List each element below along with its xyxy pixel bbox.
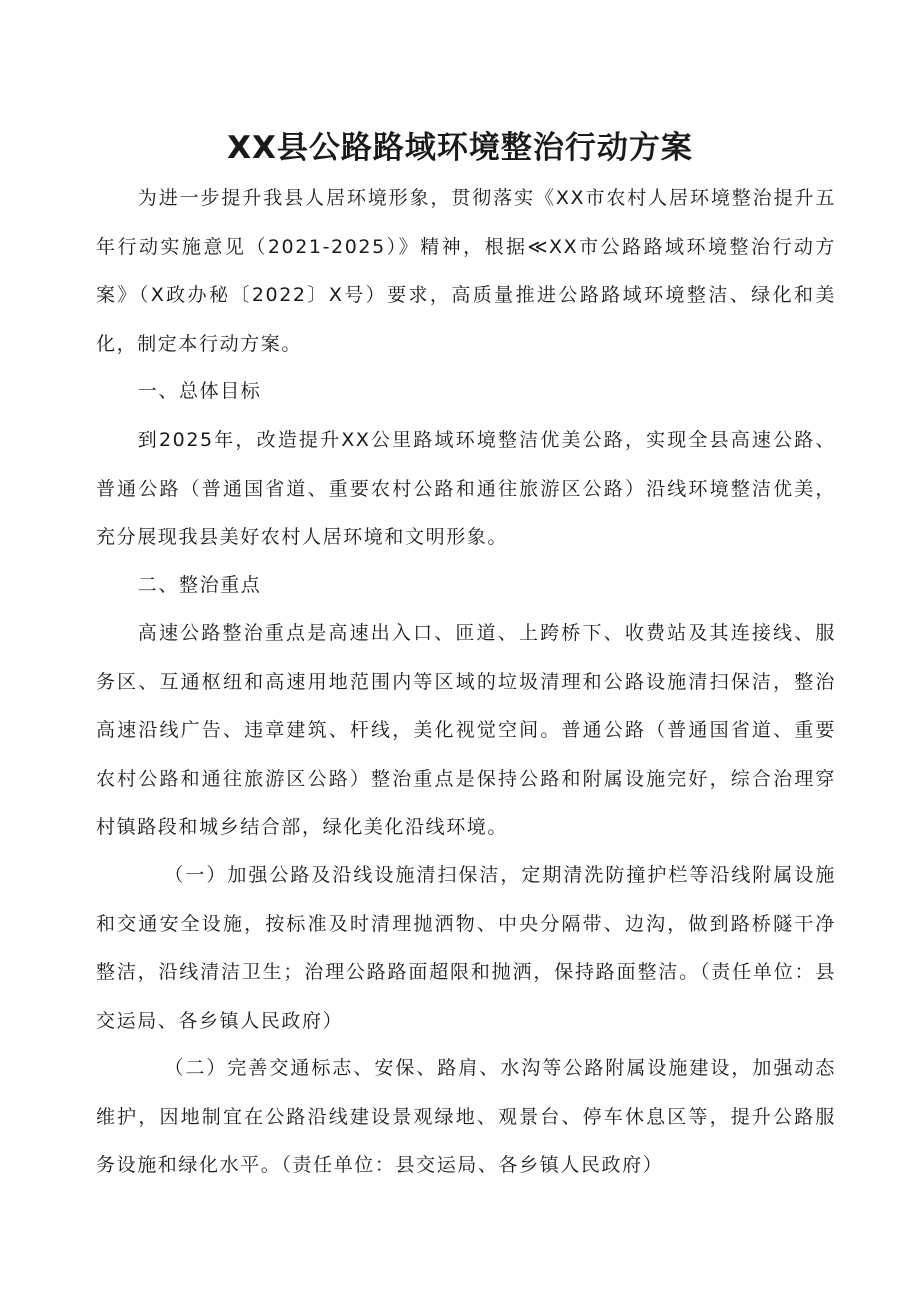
intro-paragraph: 为进一步提升我县人居环境形象，贯彻落实《XX市农村人居环境整治提升五年行动实施意见（2021-2025）》精神，根据≪XX市公路路域环境整治行动方案》（X政办秘〔2022〕X号）要求，高质量推进公路路域环境整洁、绿化和美化，制定本行动方案。 — [96, 187, 836, 355]
section-1-paragraph: 到2025年，改造提升XX公里路域环境整洁优美公路，实现全县高速公路、普通公路（普通国省道、重要农村公路和通往旅游区公路）沿线环境整洁优美，充分展现我县美好农村人居环境和文明形象。 — [96, 429, 836, 548]
section-1-heading: 一、总体目标 — [137, 380, 262, 402]
section-2-paragraph: 高速公路整治重点是高速出入口、匝道、上跨桥下、收费站及其连接线、服务区、互通枢纽和高速用地范围内等区域的垃圾清理和公路设施清扫保洁，整治高速沿线广告、违章建筑、杆线，美化视觉空间。普通公路（普通国省道、重要农村公路和通往旅游区公路）整治重点是保持公路和附属设施完好，综合治理穿村镇路段和城乡结合部，绿化美化沿线环境。 — [96, 622, 836, 838]
item-1-paragraph: （一）加强公路及沿线设施清扫保洁，定期清洗防撞护栏等沿线附属设施和交通安全设施，按标准及时清理抛洒物、中央分隔带、边沟，做到路桥隧干净整洁，沿线清洁卫生；治理公路路面超限和抛洒，保持路面整洁。（责任单位：县交运局、各乡镇人民政府） — [96, 864, 836, 1032]
document-title: XX县公路路域环境整治行动方案 — [227, 130, 693, 166]
section-2-heading: 二、整治重点 — [137, 574, 262, 596]
item-2-paragraph: （二）完善交通标志、安保、路肩、水沟等公路附属设施建设，加强动态维护，因地制宜在公路沿线建设景观绿地、观景台、停车休息区等，提升公路服务设施和绿化水平。（责任单位：县交运局、各乡镇人民政府） — [96, 1057, 836, 1176]
